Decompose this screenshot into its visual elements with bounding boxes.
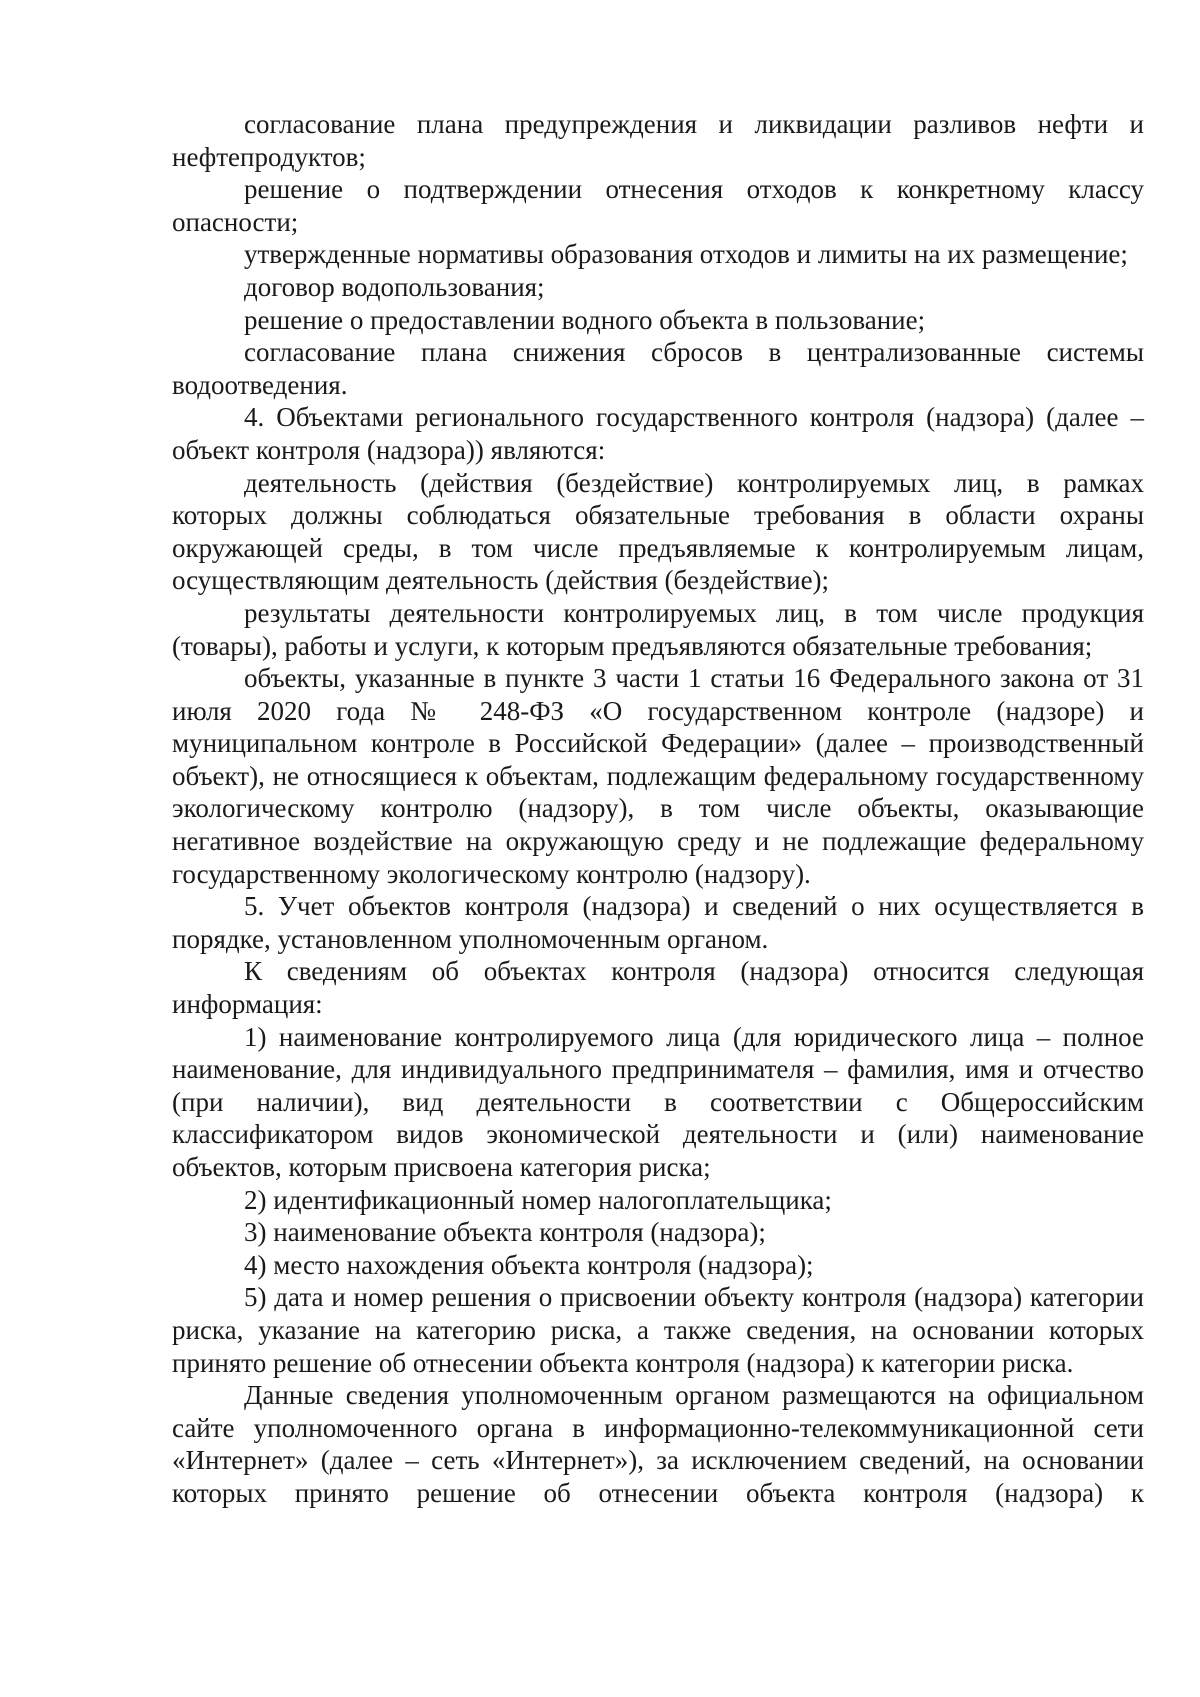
paragraph-subitem-3: 3) наименование объекта контроля (надзора);: [244, 1217, 766, 1248]
document-page: [172, 108, 1144, 1510]
paragraph-water-body-decision: решение о предоставлении водного объекта в пользование;: [244, 304, 926, 335]
paragraph-subitem-4: 4) место нахождения объекта контроля (надзора);: [244, 1249, 814, 1280]
paragraph-results: результаты деятельности контролируемых лиц, в том числе продукция (товары), работы и услуги, к которым предъявляются обязательные требования;: [172, 597, 1144, 661]
paragraph-publication: Данные сведения уполномоченным органом размещаются на официальном сайте уполномоченного органа в информационно-телекоммуникационной сети «Интернет» (далее – сеть «Интернет»), за исключением сведений, на основании которых принято решение об отнесении объекта контроля (надзора) к: [172, 1380, 1144, 1508]
paragraph-item-4: 4. Объектами регионального государственного контроля (надзора) (далее – объект контроля (надзора)) являются:: [172, 402, 1144, 465]
paragraph-subitem-2: 2) идентификационный номер налогоплательщика;: [244, 1184, 832, 1215]
paragraph-subitem-1: 1) наименование контролируемого лица (для юридического лица – полное наименование, для индивидуального предпринимателя – фамилия, имя и отчество (при наличии), вид деятельности в соответствии с Общероссийским классификатором видов экономической деятельности и (или) наименование объектов, которым присвоена категория риска;: [172, 1021, 1144, 1182]
paragraph-objects: объекты, указанные в пункте 3 части 1 статьи 16 Федерального закона от 31 июля 2020 года № 248-ФЗ «О государственном контроле (надзоре) и муниципальном контроле в Российской Федерации» (далее – производственный объект), не относящиеся к объектам, подлежащим федеральному государственному экологическому контролю (надзору), в том числе объекты, оказывающие негативное воздействие на окружающую среду и не подлежащие федеральному государственному экологическому контролю (надзору).: [172, 663, 1144, 889]
paragraph-water-use-contract: договор водопользования;: [244, 271, 545, 302]
paragraph-discharge-plan: согласование плана снижения сбросов в централизованные системы водоотведения.: [172, 337, 1144, 400]
paragraph-waste-hazard-class: решение о подтверждении отнесения отходов к конкретному классу опасности;: [172, 174, 1144, 237]
paragraph-subitem-5: 5) дата и номер решения о присвоении объекту контроля (надзора) категории риска, указание на категорию риска, а также сведения, на основании которых принято решение об отнесении объекта контроля (надзора) к категории риска.: [172, 1282, 1144, 1378]
paragraph-waste-norms: утвержденные нормативы образования отходов и лимиты на их размещение;: [244, 239, 1128, 270]
paragraph-oil-spill-plan: согласование плана предупреждения и ликвидации разливов нефти и нефтепродуктов;: [172, 109, 1144, 172]
paragraph-item-5: 5. Учет объектов контроля (надзора) и сведений о них осуществляется в порядке, установленном уполномоченным органом.: [172, 891, 1144, 954]
paragraph-activity: деятельность (действия (бездействие) контролируемых лиц, в рамках которых должны соблюдаться обязательные требования в области охраны окружающей среды, в том числе предъявляемые к контролируемым лицам, осуществляющим деятельность (действия (бездействие);: [172, 467, 1144, 596]
paragraph-information: К сведениям об объектах контроля (надзора) относится следующая информация:: [172, 956, 1144, 1020]
